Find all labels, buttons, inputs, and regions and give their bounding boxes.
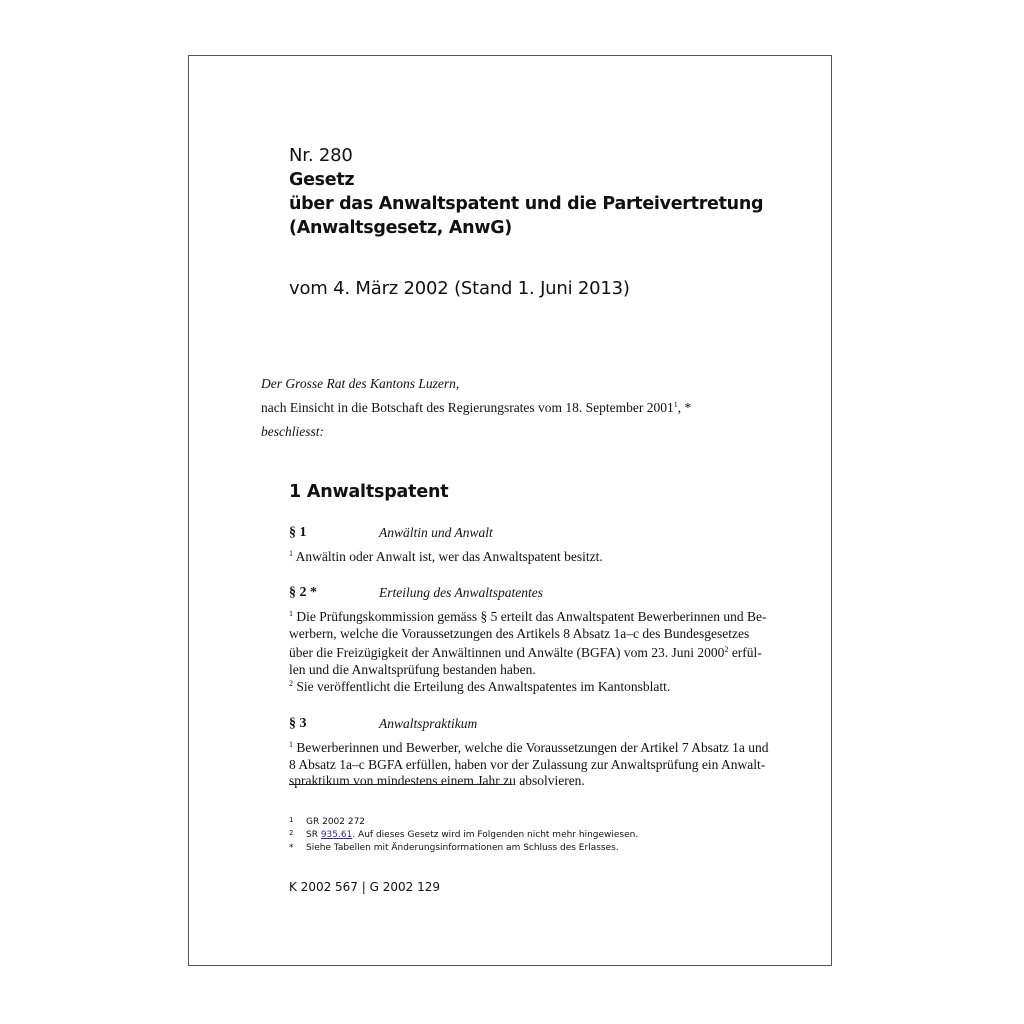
footnote-ref-2[interactable]: 2 <box>724 645 729 654</box>
document-reference: K 2002 567 | G 2002 129 <box>289 880 440 894</box>
paragraph-3-body: $^1$ Bewerberinnen und Bewerber, welche die Voraussetzungen der Artikel 7 Absatz 1a und 8 Absatz 1a–c BGFA erfüllen, haben vor der Zulassung zur Anwaltsprüfung ein Anwalt- spraktikum von mindestens einem Jahr zu absolvieren. <box>289 740 769 788</box>
title-line-1: Gesetz <box>289 170 355 190</box>
footnote-ref-1[interactable]: 1 <box>673 400 678 409</box>
paragraph-title: Anwältin und Anwalt <box>379 525 493 540</box>
paragraph-number: § 2 * <box>289 585 317 600</box>
document-page: Nr. 280 Gesetz über das Anwaltspatent und die Parteivertretung (Anwaltsgesetz, AnwG) vom 4. März 2002 (Stand 1. Juni 2013) Der Grosse Rat des Kantons Luzern, nach Einsicht in die Botschaft des Regierungsrates vom 18. September 2001$^1$, * beschliesst: 1 Anwaltspatent § 1 Anwältin und Anwalt $^1$ Anwältin oder Anwalt ist, wer das Anwaltspatent besitzt. § 2 * Erteilung des Anwaltspatentes $^1$ Die Prüfungskommission gemäss § 5 erteilt das Anwaltspatent Bewerberinnen und Be- werbern, welche die Voraussetzungen des Artikels 8 Absatz 1a–c des Bundesgesetzes über die Freizügigkeit der Anwältinnen und Anwälte (BGFA) vom 23. Juni 2000$^2$ erfül- len und die Anwaltsprüfung bestanden haben. $^2$ Sie veröffentlicht die Erteilung des Anwaltspatentes im Kantonsblatt. § 3 Anwaltspraktikum $^1$ Bewerberinnen und Bewerber, welche die Voraussetzungen der Artikel 7 Absatz 1a und 8 Absatz 1a–c BGFA erfüllen, haben vor der Zulassung zur Anwaltsprüfung ein Anwalt- spraktikum von mindestens einem Jahr zu absolvieren. 1 GR 2002 272 2 SR 935.61. Auf dieses Gesetz wird im Folgenden nicht mehr hingewiesen. * Siehe Tabellen mit Änderungsinformationen am Schluss des Erlasses. K 2002 567 | G 2002 129 <box>188 55 832 966</box>
footnote-divider <box>289 784 511 785</box>
preamble-authority: Der Grosse Rat des Kantons Luzern, <box>261 376 460 391</box>
paragraph-number: § 1 <box>289 525 307 540</box>
sr-935-61-link[interactable]: 935.61 <box>320 830 353 840</box>
law-title <box>289 168 763 240</box>
law-number: Nr. 280 <box>289 145 353 166</box>
paragraph-number: § 3 <box>289 716 307 731</box>
law-date: vom 4. März 2002 (Stand 1. Juni 2013) <box>289 278 630 299</box>
chapter-heading: 1 Anwaltspatent <box>289 482 449 502</box>
preamble-reference: nach Einsicht in die Botschaft des Regierungsrates vom 18. September 2001$^1$, * <box>261 400 692 415</box>
paragraph-title: Anwaltspraktikum <box>379 716 478 731</box>
preamble-resolves: beschliesst: <box>261 424 324 439</box>
title-line-2: über das Anwaltspatent und die Parteivertretung <box>289 194 764 214</box>
paragraph-1-body: $^1$ Anwältin oder Anwalt ist, wer das Anwaltspatent besitzt. <box>289 549 603 564</box>
paragraph-2-body: $^1$ Die Prüfungskommission gemäss § 5 erteilt das Anwaltspatent Bewerberinnen und Be- werbern, welche die Voraussetzungen des Artikels 8 Absatz 1a–c des Bundesgesetzes über die Freizügigkeit der Anwältinnen und Anwälte (BGFA) vom 23. Juni 2000$^2$ erfül- len und die Anwaltsprüfung bestanden haben. <box>289 609 767 677</box>
title-line-3: (Anwaltsgesetz, AnwG) <box>289 218 512 238</box>
paragraph-title: Erteilung des Anwaltspatentes <box>379 585 543 600</box>
paragraph-2-subsection-2: $^2$ Sie veröffentlicht die Erteilung des Anwaltspatentes im Kantonsblatt. <box>289 679 671 694</box>
